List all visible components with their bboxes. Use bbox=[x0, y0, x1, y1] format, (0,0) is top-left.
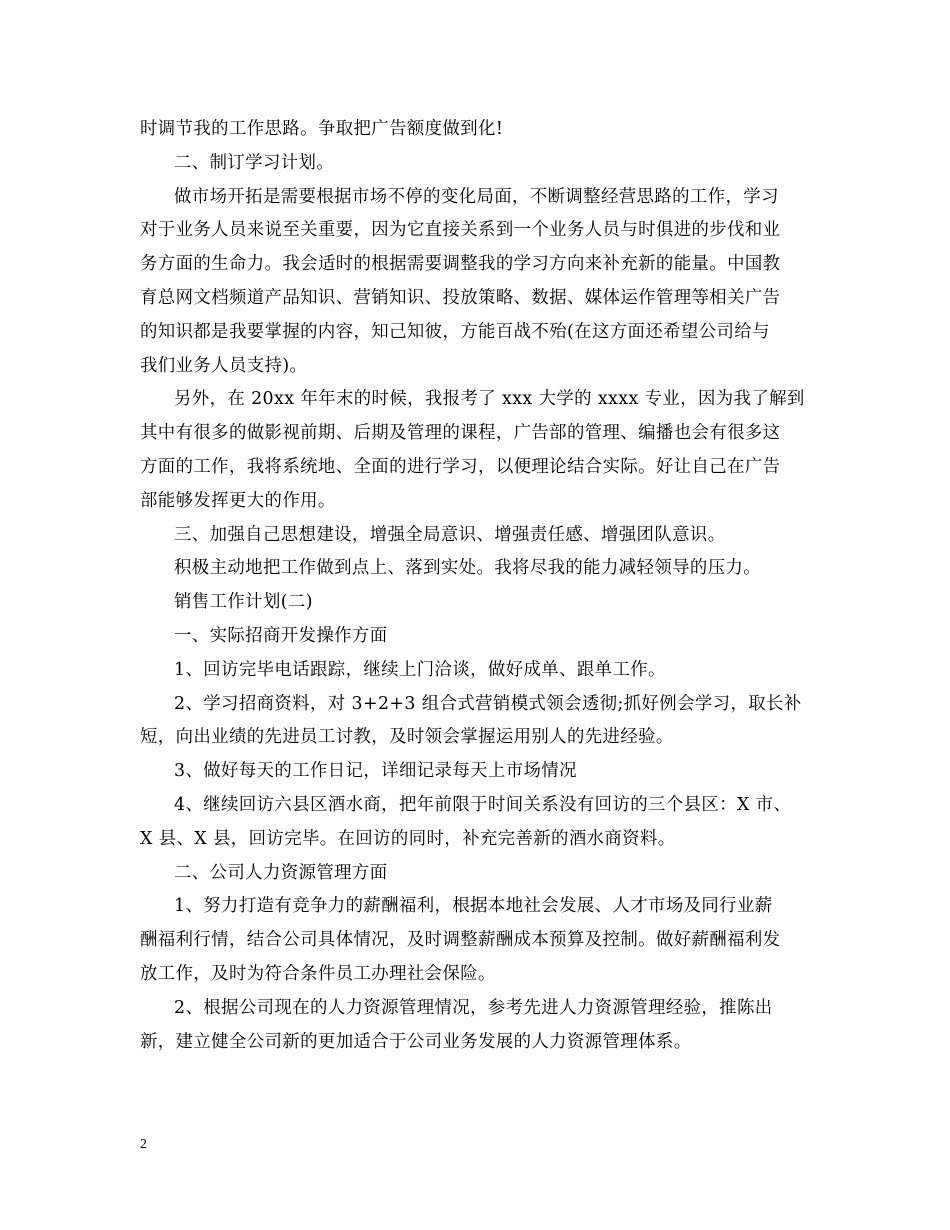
text-line: 另外，在 20xx 年年末的时候，我报考了 xxx 大学的 xxxx 专业，因为我了解到 bbox=[174, 389, 805, 410]
text-line: 我们业务人员支持)。 bbox=[140, 355, 308, 376]
text-line: 新，建立健全公司新的更加适合于公司业务发展的人力资源管理体系。 bbox=[140, 1031, 692, 1052]
text-line: 销售工作计划(二) bbox=[174, 592, 313, 613]
text-line: 酬福利行情，结合公司具体情况，及时调整薪酬成本预算及控制。做好薪酬福利发 bbox=[140, 930, 781, 951]
text-line: 对于业务人员来说至关重要，因为它直接关系到一个业务人员与时俱进的步伐和业 bbox=[140, 220, 781, 241]
text-line: 方面的工作，我将系统地、全面的进行学习，以便理论结合实际。好让自己在广告 bbox=[140, 456, 781, 477]
text-line: 2、学习招商资料，对 3+2+3 组合式营销模式领会透彻;抓好例会学习，取长补 bbox=[174, 693, 802, 714]
text-line: 4、继续回访六县区酒水商，把年前限于时间关系没有回访的三个县区：X 市、 bbox=[174, 794, 792, 815]
text-line: 其中有很多的做影视前期、后期及管理的课程，广告部的管理、编播也会有很多这 bbox=[140, 423, 781, 444]
text-line: 育总网文档频道产品知识、营销知识、投放策略、数据、媒体运作管理等相关广告 bbox=[140, 287, 781, 308]
text-line: 3、做好每天的工作日记，详细记录每天上市场情况 bbox=[174, 761, 577, 782]
text-line: 部能够发挥更大的作用。 bbox=[140, 490, 336, 511]
text-line: X 县、X 县，回访完毕。在回访的同时，补充完善新的酒水商资料。 bbox=[140, 828, 676, 849]
text-line: 二、制订学习计划。 bbox=[174, 152, 335, 173]
document-body bbox=[140, 113, 822, 1059]
text-line: 短，向出业绩的先进员工讨教，及时领会掌握运用别人的先进经验。 bbox=[140, 727, 674, 748]
text-line: 放工作，及时为符合条件员工办理社会保险。 bbox=[140, 963, 496, 984]
text-line: 做市场开拓是需要根据市场不停的变化局面，不断调整经营思路的工作，学习 bbox=[174, 186, 779, 207]
text-line: 1、回访完毕电话跟踪，继续上门洽谈，做好成单、跟单工作。 bbox=[174, 659, 666, 680]
page-number: 2 bbox=[140, 1137, 147, 1152]
text-line: 二、公司人力资源管理方面 bbox=[174, 862, 388, 883]
text-line: 2、根据公司现在的人力资源管理情况，参考先进人力资源管理经验，推陈出 bbox=[174, 997, 773, 1018]
text-line: 一、实际招商开发操作方面 bbox=[174, 625, 388, 646]
text-line: 时调节我的工作思路。争取把广告额度做到化! bbox=[140, 119, 504, 139]
text-line: 的知识都是我要掌握的内容，知己知彼，方能百战不殆(在这方面还希望公司给与 bbox=[140, 321, 770, 342]
text-line: 1、努力打造有竞争力的薪酬福利，根据本地社会发展、人才市场及同行业薪 bbox=[174, 896, 773, 917]
text-line: 务方面的生命力。我会适时的根据需要调整我的学习方向来补充新的能量。中国教 bbox=[140, 254, 781, 275]
text-line: 积极主动地把工作做到点上、落到实处。我将尽我的能力减轻领导的压力。 bbox=[174, 558, 762, 579]
text-line: 三、加强自己思想建设，增强全局意识、增强责任感、增强团队意识。 bbox=[174, 524, 726, 545]
